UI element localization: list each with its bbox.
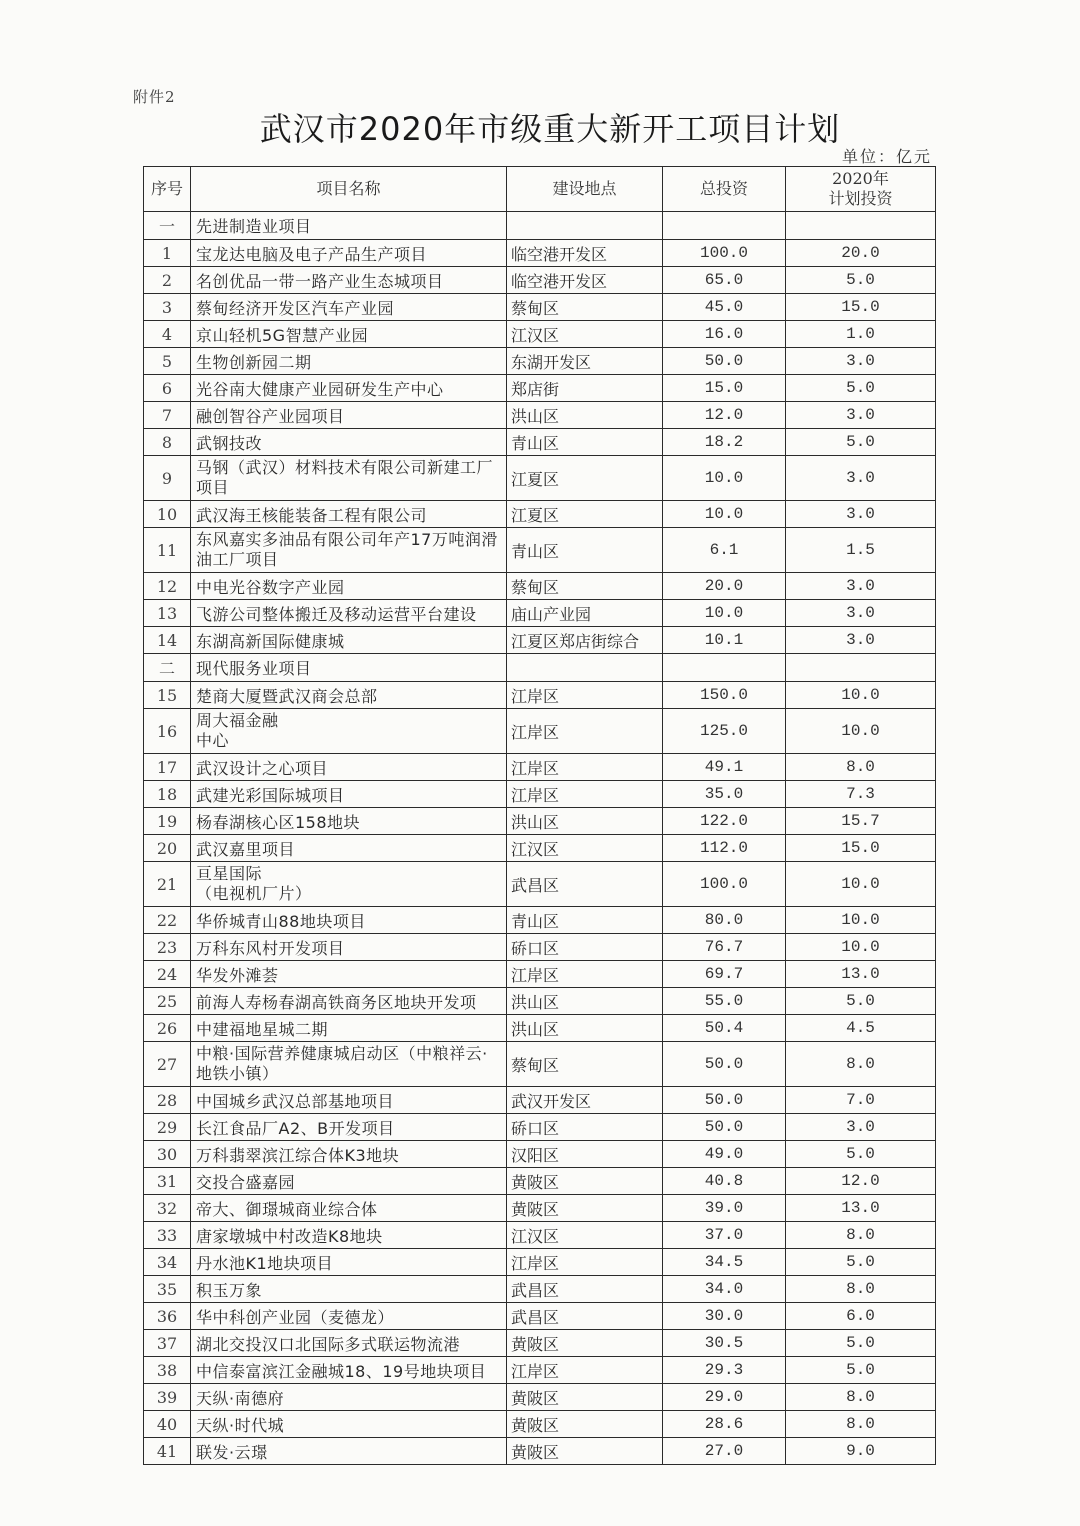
section-row <box>144 212 936 240</box>
project-name: 中建福地星城二期 <box>191 1015 507 1042</box>
total-investment: 125.0 <box>663 709 786 754</box>
total-investment: 50.0 <box>663 1087 786 1114</box>
table-row <box>144 573 936 600</box>
plan-2020-investment: 5.0 <box>786 1330 936 1357</box>
project-location: 洪山区 <box>507 402 663 429</box>
total-investment: 10.0 <box>663 456 786 501</box>
table-row <box>144 1141 936 1168</box>
total-investment: 30.5 <box>663 1330 786 1357</box>
row-seq: 2 <box>144 267 191 294</box>
table-row <box>144 1042 936 1087</box>
unit-label: 单位：亿元 <box>841 147 932 166</box>
total-investment: 18.2 <box>663 429 786 456</box>
total-investment: 69.7 <box>663 961 786 988</box>
project-location: 江岸区 <box>507 961 663 988</box>
plan-2020-investment: 10.0 <box>786 934 936 961</box>
project-name <box>191 709 507 754</box>
project-location: 蔡甸区 <box>507 1042 663 1087</box>
plan-2020-investment: 15.0 <box>786 294 936 321</box>
header-project-name: 项目名称 <box>191 167 507 212</box>
project-location: 黄陂区 <box>507 1168 663 1195</box>
project-location: 临空港开发区 <box>507 267 663 294</box>
total-investment: 50.4 <box>663 1015 786 1042</box>
project-name: 万科翡翠滨江综合体K3地块 <box>191 1141 507 1168</box>
row-seq: 30 <box>144 1141 191 1168</box>
project-location: 江夏区 <box>507 501 663 528</box>
total-investment: 100.0 <box>663 862 786 907</box>
total-investment: 20.0 <box>663 573 786 600</box>
table-row <box>144 1438 936 1465</box>
empty-cell <box>786 654 936 682</box>
project-location: 黄陂区 <box>507 1411 663 1438</box>
project-location: 黄陂区 <box>507 1438 663 1465</box>
total-investment: 112.0 <box>663 835 786 862</box>
project-location: 青山区 <box>507 429 663 456</box>
project-name: 飞游公司整体搬迁及移动运营平台建设 <box>191 600 507 627</box>
row-seq: 8 <box>144 429 191 456</box>
row-seq: 31 <box>144 1168 191 1195</box>
plan-2020-investment: 12.0 <box>786 1168 936 1195</box>
project-location: 武昌区 <box>507 1303 663 1330</box>
total-investment: 12.0 <box>663 402 786 429</box>
table-row <box>144 709 936 754</box>
project-name: 华中科创产业园（麦德龙） <box>191 1303 507 1330</box>
plan-2020-investment: 5.0 <box>786 988 936 1015</box>
project-name: 唐家墩城中村改造K8地块 <box>191 1222 507 1249</box>
row-seq: 38 <box>144 1357 191 1384</box>
project-name: 帝大、御璟城商业综合体 <box>191 1195 507 1222</box>
project-name: 联发·云璟 <box>191 1438 507 1465</box>
total-investment: 35.0 <box>663 781 786 808</box>
row-seq: 33 <box>144 1222 191 1249</box>
row-seq: 5 <box>144 348 191 375</box>
document-title: 武汉市2020年市级重大新开工项目计划 <box>259 110 841 148</box>
plan-2020-investment: 3.0 <box>786 1114 936 1141</box>
project-location: 临空港开发区 <box>507 240 663 267</box>
section-seq: 二 <box>144 654 191 682</box>
row-seq: 3 <box>144 294 191 321</box>
project-name: 东湖高新国际健康城 <box>191 627 507 654</box>
project-name: 丹水池K1地块项目 <box>191 1249 507 1276</box>
project-name: 天纵·南德府 <box>191 1384 507 1411</box>
project-name: 宝龙达电脑及电子产品生产项目 <box>191 240 507 267</box>
plan-2020-investment: 3.0 <box>786 402 936 429</box>
project-location: 江夏区 <box>507 456 663 501</box>
plan-2020-investment: 8.0 <box>786 1222 936 1249</box>
project-location: 武汉开发区 <box>507 1087 663 1114</box>
plan-2020-investment: 8.0 <box>786 1276 936 1303</box>
project-name-line1: 周大福金融 <box>196 711 279 730</box>
total-investment: 65.0 <box>663 267 786 294</box>
table-row <box>144 1222 936 1249</box>
table-row <box>144 1168 936 1195</box>
project-name-line2: （电视机厂片） <box>196 884 312 903</box>
project-name: 融创智谷产业园项目 <box>191 402 507 429</box>
project-name: 中信泰富滨江金融城18、19号地块项目 <box>191 1357 507 1384</box>
project-name <box>191 862 507 907</box>
table-row <box>144 862 936 907</box>
row-seq: 13 <box>144 600 191 627</box>
section-title: 先进制造业项目 <box>191 212 507 240</box>
plan-2020-investment: 5.0 <box>786 1141 936 1168</box>
plan-2020-investment: 7.3 <box>786 781 936 808</box>
row-seq: 12 <box>144 573 191 600</box>
table-row <box>144 934 936 961</box>
total-investment: 15.0 <box>663 375 786 402</box>
total-investment: 27.0 <box>663 1438 786 1465</box>
total-investment: 76.7 <box>663 934 786 961</box>
project-name: 蔡甸经济开发区汽车产业园 <box>191 294 507 321</box>
table-row <box>144 402 936 429</box>
table-row <box>144 961 936 988</box>
total-investment: 55.0 <box>663 988 786 1015</box>
project-location: 汉阳区 <box>507 1141 663 1168</box>
total-investment: 100.0 <box>663 240 786 267</box>
table-row <box>144 528 936 573</box>
plan-2020-investment: 10.0 <box>786 682 936 709</box>
project-name: 前海人寿杨春湖高铁商务区地块开发项 <box>191 988 507 1015</box>
project-name: 马钢（武汉）材料技术有限公司新建工厂项目 <box>191 456 507 501</box>
table-row <box>144 1276 936 1303</box>
project-location: 江岸区 <box>507 1249 663 1276</box>
project-name: 万科东风村开发项目 <box>191 934 507 961</box>
empty-cell <box>507 654 663 682</box>
total-investment: 39.0 <box>663 1195 786 1222</box>
total-investment: 30.0 <box>663 1303 786 1330</box>
project-location: 硚口区 <box>507 934 663 961</box>
total-investment: 122.0 <box>663 808 786 835</box>
project-location: 黄陂区 <box>507 1330 663 1357</box>
project-location: 江岸区 <box>507 754 663 781</box>
plan-2020-investment: 3.0 <box>786 573 936 600</box>
project-name: 武汉设计之心项目 <box>191 754 507 781</box>
table-row <box>144 294 936 321</box>
row-seq: 32 <box>144 1195 191 1222</box>
plan-2020-investment: 10.0 <box>786 862 936 907</box>
empty-cell <box>663 212 786 240</box>
total-investment: 29.3 <box>663 1357 786 1384</box>
project-location: 青山区 <box>507 528 663 573</box>
total-investment: 34.5 <box>663 1249 786 1276</box>
project-location: 黄陂区 <box>507 1384 663 1411</box>
project-name: 武汉嘉里项目 <box>191 835 507 862</box>
row-seq: 16 <box>144 709 191 754</box>
plan-2020-investment: 1.5 <box>786 528 936 573</box>
table-row <box>144 1249 936 1276</box>
total-investment: 34.0 <box>663 1276 786 1303</box>
plan-2020-investment: 7.0 <box>786 1087 936 1114</box>
table-row <box>144 600 936 627</box>
table-row <box>144 808 936 835</box>
project-name: 武汉海王核能装备工程有限公司 <box>191 501 507 528</box>
table-header-row <box>144 167 936 212</box>
row-seq: 19 <box>144 808 191 835</box>
total-investment: 37.0 <box>663 1222 786 1249</box>
plan-2020-investment: 10.0 <box>786 709 936 754</box>
project-name: 华发外滩荟 <box>191 961 507 988</box>
plan-2020-investment: 3.0 <box>786 627 936 654</box>
total-investment: 29.0 <box>663 1384 786 1411</box>
row-seq: 17 <box>144 754 191 781</box>
row-seq: 26 <box>144 1015 191 1042</box>
header-2020-plan <box>786 167 936 212</box>
row-seq: 18 <box>144 781 191 808</box>
project-location: 江岸区 <box>507 709 663 754</box>
project-location: 蔡甸区 <box>507 294 663 321</box>
project-location: 江岸区 <box>507 682 663 709</box>
header-location: 建设地点 <box>507 167 663 212</box>
project-name-line1: 亘星国际 <box>196 864 263 883</box>
table-row <box>144 240 936 267</box>
row-seq: 23 <box>144 934 191 961</box>
total-investment: 45.0 <box>663 294 786 321</box>
plan-2020-investment: 5.0 <box>786 1249 936 1276</box>
table-row <box>144 375 936 402</box>
project-location: 武昌区 <box>507 862 663 907</box>
header-seq: 序号 <box>144 167 191 212</box>
empty-cell <box>507 212 663 240</box>
project-name: 光谷南大健康产业园研发生产中心 <box>191 375 507 402</box>
table-row <box>144 907 936 934</box>
plan-2020-investment: 9.0 <box>786 1438 936 1465</box>
plan-2020-investment: 5.0 <box>786 375 936 402</box>
plan-2020-investment: 4.5 <box>786 1015 936 1042</box>
table-row <box>144 988 936 1015</box>
project-location: 蔡甸区 <box>507 573 663 600</box>
total-investment: 28.6 <box>663 1411 786 1438</box>
table-row <box>144 429 936 456</box>
header-2020-plan-line2: 计划投资 <box>828 189 893 208</box>
project-location: 江汉区 <box>507 835 663 862</box>
row-seq: 27 <box>144 1042 191 1087</box>
table-body <box>144 212 936 1465</box>
project-name: 中国城乡武汉总部基地项目 <box>191 1087 507 1114</box>
plan-2020-investment: 10.0 <box>786 907 936 934</box>
total-investment: 80.0 <box>663 907 786 934</box>
attachment-label: 附件2 <box>133 88 176 106</box>
row-seq: 1 <box>144 240 191 267</box>
project-location: 庙山产业园 <box>507 600 663 627</box>
total-investment: 16.0 <box>663 321 786 348</box>
row-seq: 11 <box>144 528 191 573</box>
row-seq: 20 <box>144 835 191 862</box>
project-name: 交投合盛嘉园 <box>191 1168 507 1195</box>
row-seq: 39 <box>144 1384 191 1411</box>
project-location: 洪山区 <box>507 1015 663 1042</box>
project-name: 积玉万象 <box>191 1276 507 1303</box>
project-location: 江汉区 <box>507 1222 663 1249</box>
row-seq: 35 <box>144 1276 191 1303</box>
section-seq: 一 <box>144 212 191 240</box>
total-investment: 49.0 <box>663 1141 786 1168</box>
plan-2020-investment: 20.0 <box>786 240 936 267</box>
project-location: 江岸区 <box>507 1357 663 1384</box>
plan-2020-investment: 13.0 <box>786 1195 936 1222</box>
plan-2020-investment: 6.0 <box>786 1303 936 1330</box>
plan-2020-investment: 15.0 <box>786 835 936 862</box>
plan-2020-investment: 8.0 <box>786 754 936 781</box>
project-location: 黄陂区 <box>507 1195 663 1222</box>
row-seq: 25 <box>144 988 191 1015</box>
row-seq: 14 <box>144 627 191 654</box>
header-total-investment: 总投资 <box>663 167 786 212</box>
table-row <box>144 835 936 862</box>
header-2020-plan-line1: 2020年 <box>832 169 889 188</box>
table-row <box>144 267 936 294</box>
project-name: 华侨城青山88地块项目 <box>191 907 507 934</box>
table-row <box>144 1357 936 1384</box>
project-name: 天纵·时代城 <box>191 1411 507 1438</box>
total-investment: 50.0 <box>663 1114 786 1141</box>
total-investment: 50.0 <box>663 348 786 375</box>
plan-2020-investment: 3.0 <box>786 600 936 627</box>
project-name: 名创优品一带一路产业生态城项目 <box>191 267 507 294</box>
project-name: 生物创新园二期 <box>191 348 507 375</box>
plan-2020-investment: 3.0 <box>786 348 936 375</box>
project-name: 京山轻机5G智慧产业园 <box>191 321 507 348</box>
project-name: 武建光彩国际城项目 <box>191 781 507 808</box>
row-seq: 15 <box>144 682 191 709</box>
table-row <box>144 348 936 375</box>
table-row <box>144 781 936 808</box>
row-seq: 22 <box>144 907 191 934</box>
total-investment: 50.0 <box>663 1042 786 1087</box>
table-row <box>144 627 936 654</box>
project-name: 湖北交投汉口北国际多式联运物流港 <box>191 1330 507 1357</box>
table-row <box>144 1195 936 1222</box>
project-location: 洪山区 <box>507 808 663 835</box>
empty-cell <box>663 654 786 682</box>
plan-2020-investment: 13.0 <box>786 961 936 988</box>
row-seq: 34 <box>144 1249 191 1276</box>
table-row <box>144 1384 936 1411</box>
project-location: 武昌区 <box>507 1276 663 1303</box>
project-name: 楚商大厦暨武汉商会总部 <box>191 682 507 709</box>
total-investment: 10.1 <box>663 627 786 654</box>
project-location: 江汉区 <box>507 321 663 348</box>
table-row <box>144 1330 936 1357</box>
row-seq: 29 <box>144 1114 191 1141</box>
total-investment: 150.0 <box>663 682 786 709</box>
project-location: 硚口区 <box>507 1114 663 1141</box>
section-row <box>144 654 936 682</box>
project-table <box>143 166 936 1465</box>
plan-2020-investment: 15.7 <box>786 808 936 835</box>
empty-cell <box>786 212 936 240</box>
plan-2020-investment: 8.0 <box>786 1384 936 1411</box>
table-row <box>144 682 936 709</box>
plan-2020-investment: 3.0 <box>786 501 936 528</box>
total-investment: 10.0 <box>663 600 786 627</box>
table-row <box>144 1015 936 1042</box>
table-row <box>144 1303 936 1330</box>
row-seq: 24 <box>144 961 191 988</box>
project-location: 青山区 <box>507 907 663 934</box>
row-seq: 9 <box>144 456 191 501</box>
project-location: 江岸区 <box>507 781 663 808</box>
plan-2020-investment: 8.0 <box>786 1411 936 1438</box>
project-location: 江夏区郑店街综合 <box>507 627 663 654</box>
row-seq: 4 <box>144 321 191 348</box>
row-seq: 37 <box>144 1330 191 1357</box>
row-seq: 40 <box>144 1411 191 1438</box>
row-seq: 10 <box>144 501 191 528</box>
project-location: 洪山区 <box>507 988 663 1015</box>
project-name: 东风嘉实多油品有限公司年产17万吨润滑油工厂项目 <box>191 528 507 573</box>
row-seq: 7 <box>144 402 191 429</box>
project-name: 中电光谷数字产业园 <box>191 573 507 600</box>
row-seq: 6 <box>144 375 191 402</box>
table-row <box>144 1114 936 1141</box>
total-investment: 10.0 <box>663 501 786 528</box>
project-location: 郑店街 <box>507 375 663 402</box>
plan-2020-investment: 8.0 <box>786 1042 936 1087</box>
project-name: 中粮·国际营养健康城启动区（中粮祥云·地铁小镇） <box>191 1042 507 1087</box>
section-title: 现代服务业项目 <box>191 654 507 682</box>
table-row <box>144 321 936 348</box>
table-row <box>144 1411 936 1438</box>
row-seq: 41 <box>144 1438 191 1465</box>
row-seq: 28 <box>144 1087 191 1114</box>
table-row <box>144 501 936 528</box>
plan-2020-investment: 1.0 <box>786 321 936 348</box>
project-name: 长江食品厂A2、B开发项目 <box>191 1114 507 1141</box>
row-seq: 21 <box>144 862 191 907</box>
total-investment: 6.1 <box>663 528 786 573</box>
table-row <box>144 456 936 501</box>
total-investment: 40.8 <box>663 1168 786 1195</box>
table-row <box>144 754 936 781</box>
project-name: 杨春湖核心区158地块 <box>191 808 507 835</box>
project-name-line2: 中心 <box>196 731 230 750</box>
total-investment: 49.1 <box>663 754 786 781</box>
plan-2020-investment: 5.0 <box>786 267 936 294</box>
plan-2020-investment: 5.0 <box>786 429 936 456</box>
plan-2020-investment: 3.0 <box>786 456 936 501</box>
project-location: 东湖开发区 <box>507 348 663 375</box>
table-row <box>144 1087 936 1114</box>
row-seq: 36 <box>144 1303 191 1330</box>
plan-2020-investment: 5.0 <box>786 1357 936 1384</box>
project-name: 武钢技改 <box>191 429 507 456</box>
